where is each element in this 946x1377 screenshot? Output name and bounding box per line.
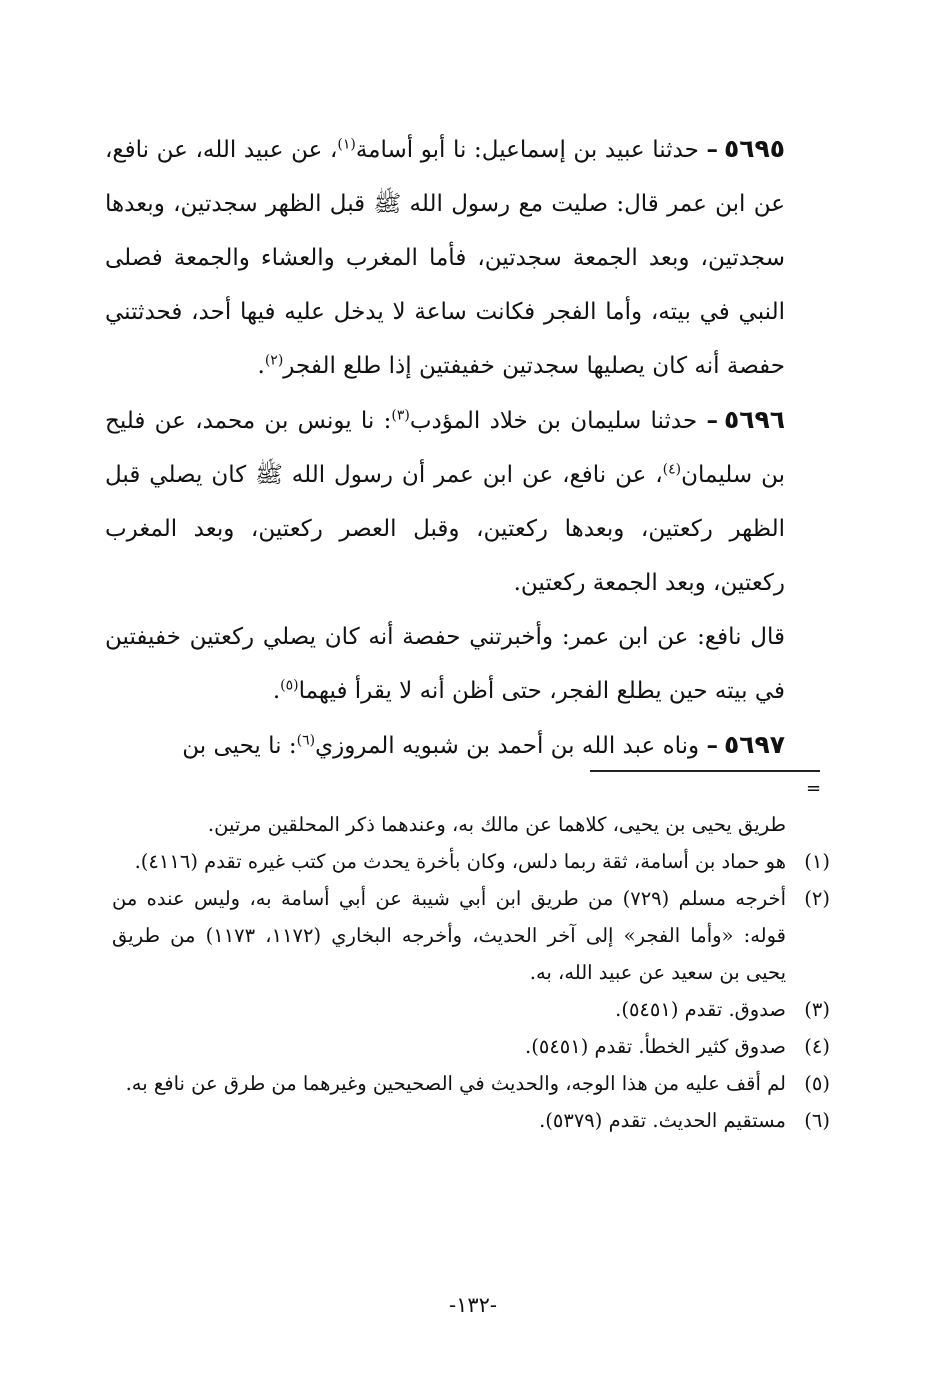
footnote-text: صدوق. تقدم (٥٤٥١). <box>615 998 786 1021</box>
footnotes <box>112 806 830 1139</box>
hadith-dash: – <box>706 732 718 759</box>
footnote-mark: (١) <box>804 850 830 873</box>
narration-text: . <box>272 678 281 704</box>
page-number: -١٣٢- <box>448 1293 498 1317</box>
hadith-dash: – <box>706 407 718 434</box>
footnote-ref[interactable]: (٥) <box>280 677 299 694</box>
footnote-item <box>112 880 830 991</box>
continuation-mark: = <box>806 778 822 799</box>
footnote-text: مستقيم الحديث. تقدم (٥٣٧٩). <box>539 1109 786 1132</box>
footnote-continuation: طريق يحيى بن يحيى، كلاهما عن مالك به، وعندهما ذكر المحلقين مرتين. <box>207 813 786 836</box>
hadith-number: ٥٦٩٧ <box>723 730 785 759</box>
footnote-ref[interactable]: (٦) <box>296 732 316 749</box>
footnote-mark: (٣) <box>804 998 830 1021</box>
hadith-text: . <box>257 353 265 379</box>
footnote-ref[interactable]: (٢) <box>264 352 284 369</box>
footnote-item <box>112 843 830 880</box>
hadith-text: : نا يونس بن محمد، عن فليح بن سليمان <box>105 408 785 488</box>
hadith-text: : نا يحيى بن <box>182 733 297 759</box>
footnote-ref[interactable]: (٤) <box>662 461 682 478</box>
footnote-ref[interactable]: (١) <box>337 136 356 153</box>
footnote-text: أخرجه مسلم (٧٢٩) من طريق ابن أبي شيبة عن أبي أسامة به، وليس عنده من قوله: «وأما الفجر» إلى آخر الحديث، وأخرجه البخاري (١١٧٢، ١١٧٣) من طريق يحيى بن سعيد عن عبيد الله، به. <box>112 887 786 984</box>
hadith-number: ٥٦٩٦ <box>723 405 786 434</box>
footnote-mark: (٦) <box>804 1109 830 1132</box>
footnote-item <box>112 991 830 1028</box>
hadith-number: ٥٦٩٥ <box>723 134 785 163</box>
footnote-mark: (٥) <box>804 1072 830 1095</box>
footnote-mark: (٤) <box>804 1035 830 1058</box>
footnote-text: لم أقف عليه من هذا الوجه، والحديث في الصحيحين وغيرهما من طرق عن نافع به. <box>125 1072 786 1095</box>
hadith-paragraph <box>105 393 817 610</box>
footnote-separator <box>590 770 820 772</box>
hadith-text: ، عن عبيد الله، عن نافع، عن ابن عمر قال: صليت مع رسول الله ﷺ قبل الظهر سجدتين، وبعدها سجدتين، وبعد الجمعة سجدتين، فأما المغرب والعشاء والجمعة فصلى النبي في بيته، وأما الفجر فكانت ساعة لا يدخل عليه فيها أحد، فحدثتني حفصة أنه كان يصليها سجدتين خفيفتين إذا طلع الفجر <box>105 137 785 379</box>
hadith-text: حدثنا عبيد بن إسماعيل: نا أبو أسامة <box>355 137 707 163</box>
hadith-paragraph <box>105 718 817 773</box>
footnote-mark: (٢) <box>804 887 830 910</box>
footnote-text: صدوق كثير الخطأ. تقدم (٥٤٥١). <box>525 1035 786 1058</box>
narration-text: قال نافع: عن ابن عمر: وأخبرتني حفصة أنه كان يصلي ركعتين خفيفتين في بيته حين يطلع الفجر، حتى أظن أنه لا يقرأ فيهما <box>105 624 785 704</box>
footnote-text: هو حماد بن أسامة، ثقة ربما دلس، وكان بأخرة يحدث من كتب غيره تقدم (٤١١٦). <box>134 850 786 873</box>
footnote-ref[interactable]: (٣) <box>391 407 410 424</box>
main-text <box>105 122 817 773</box>
hadith-text: ، عن نافع، عن ابن عمر أن رسول الله ﷺ كان يصلي قبل الظهر ركعتين، وبعدها ركعتين، وقبل العصر ركعتين، وبعد المغرب ركعتين، وبعد الجمعة ركعتين. <box>105 462 785 596</box>
hadith-text: حدثنا سليمان بن خلاد المؤدب <box>409 408 707 434</box>
footnote-item <box>112 1102 830 1139</box>
hadith-text: وناه عبد الله بن أحمد بن شبويه المروزي <box>315 733 707 759</box>
hadith-dash: – <box>706 136 718 163</box>
footnote-item <box>112 1065 830 1102</box>
narration-paragraph <box>105 610 817 718</box>
hadith-paragraph <box>105 122 817 393</box>
footnote-item <box>112 1028 830 1065</box>
